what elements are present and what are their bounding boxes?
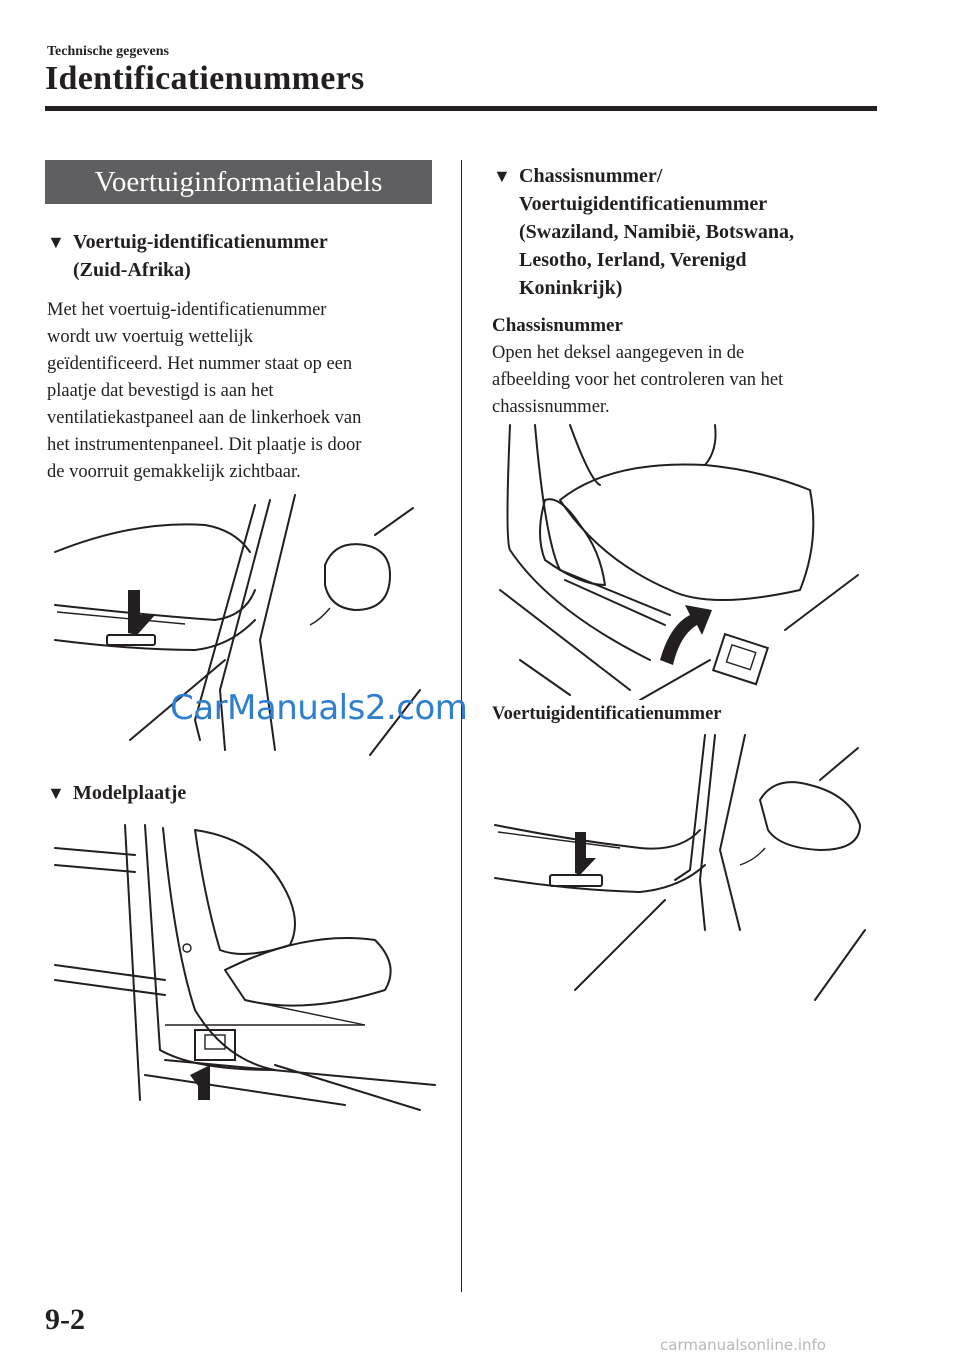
heading-vin-south-africa [47,228,447,284]
section-label: Technische gegevens [47,44,169,59]
triangle-marker-icon: ▼ [493,166,511,186]
text-line: afbeelding voor het controleren van het [492,370,784,390]
illustration-vin-right [490,730,880,1020]
heading-line: Voertuigidentificatienummer [519,193,768,215]
paragraph-vin [47,297,447,486]
illustration-chassis-number [490,420,880,700]
heading-model-plate [47,779,447,807]
footer-link[interactable]: carmanualsonline.info [660,1336,826,1354]
text-line: Open het deksel aangegeven in de [492,343,745,363]
heading-line: Koninkrijk) [519,277,623,299]
caption-vin: Voertuigidentificatienummer [492,704,722,724]
heading-line: Modelplaatje [73,782,187,804]
heading-line: Voertuig-identificatienummer [73,231,328,253]
watermark-text: CarManuals2.com [170,688,468,728]
text-line: de voorruit gemakkelijk zichtbaar. [47,462,301,482]
text-line: het instrumentenpaneel. Dit plaatje is door [47,435,362,455]
text-line: chassisnummer. [492,397,610,417]
heading-chassis-vin [493,162,893,302]
subhead-chassis: Chassisnummer [492,315,623,336]
illustration-dashboard-vin-plate [45,490,445,770]
triangle-marker-icon: ▼ [47,783,65,803]
heading-line: (Swaziland, Namibië, Botswana, [519,221,795,243]
text-line: wordt uw voertuig wettelijk [47,327,254,347]
heading-line: Chassisnummer/ [519,165,663,187]
illustration-model-plate [45,820,445,1120]
triangle-marker-icon: ▼ [47,232,65,252]
text-line: plaatje dat bevestigd is aan het [47,381,274,401]
heading-line: Lesotho, Ierland, Verenigd [519,249,747,271]
page-number: 9-2 [45,1303,85,1336]
title-rule [45,106,877,111]
text-line: geïdentificeerd. Het nummer staat op een [47,354,353,374]
section-banner: Voertuiginformatielabels [45,160,432,204]
text-line: ventilatiekastpaneel aan de linkerhoek van [47,408,362,428]
page-title: Identificatienummers [45,60,365,97]
paragraph-chassis [492,340,892,421]
heading-line: (Zuid-Afrika) [73,259,191,281]
text-line: Met het voertuig-identificatienummer [47,300,327,320]
